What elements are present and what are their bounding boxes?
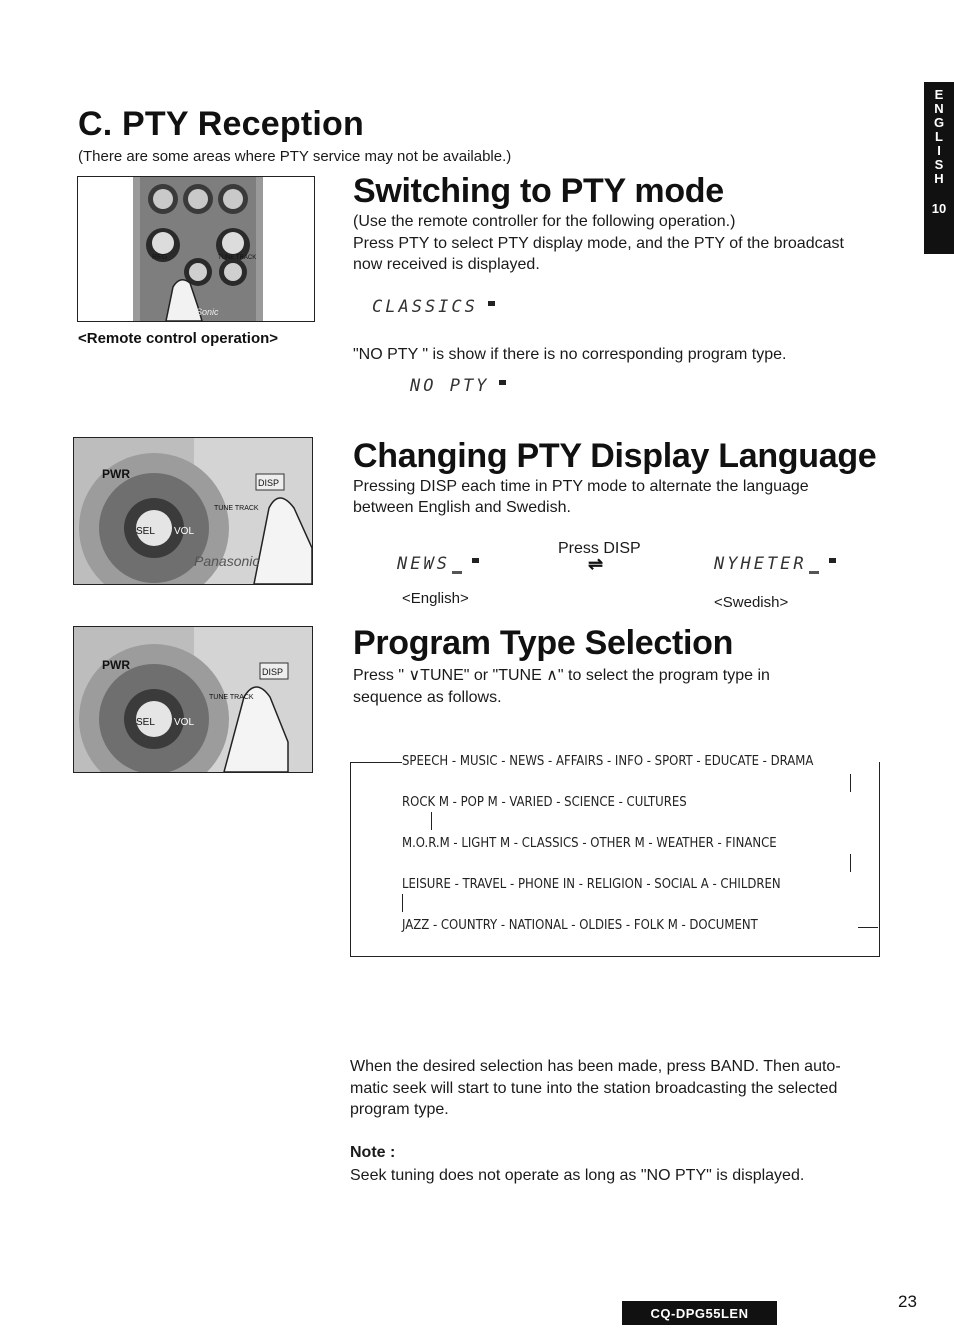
no-pty-explanation: "NO PTY " is show if there is no corresponding program type. bbox=[353, 346, 787, 363]
program-line-1: Press " ∨TUNE" or "TUNE ∧" to select the program type in bbox=[353, 667, 770, 684]
language-side-tab bbox=[924, 82, 954, 254]
head-unit-photo-tune bbox=[73, 626, 313, 773]
brand-label: Panasonic bbox=[194, 553, 260, 569]
tab-letter: L bbox=[935, 129, 943, 144]
sequence-row-3: M.O.R.M - LIGHT M - CLASSICS - OTHER M - WEATHER - FINANCE bbox=[402, 836, 777, 851]
switching-line-3: now received is displayed. bbox=[353, 256, 540, 273]
disp-label: DISP bbox=[262, 667, 284, 677]
sequence-connector bbox=[431, 812, 432, 830]
after-line-3: program type. bbox=[350, 1101, 449, 1118]
tab-letter: I bbox=[937, 143, 941, 158]
sequence-end-line bbox=[858, 927, 878, 928]
program-title: Program Type Selection bbox=[353, 624, 734, 662]
availability-note: (There are some areas where PTY service may not be available.) bbox=[78, 148, 512, 165]
tune-track-label: TUNE TRACK bbox=[214, 505, 259, 512]
remote-control-photo bbox=[77, 176, 315, 322]
lcd-no-pty-display bbox=[410, 376, 506, 396]
tab-letter: E bbox=[934, 87, 944, 102]
lcd-news-display bbox=[397, 554, 479, 574]
changing-title: Changing PTY Display Language bbox=[353, 437, 877, 475]
sequence-start-line bbox=[350, 762, 402, 763]
changing-line-2: between English and Swedish. bbox=[353, 499, 571, 516]
lcd-nyheter-text: NYHETER bbox=[714, 554, 807, 574]
sel-label: SEL bbox=[136, 717, 155, 728]
tab-letter: G bbox=[933, 115, 945, 130]
head-unit-photo-disp bbox=[73, 437, 313, 585]
pwr-label: PWR bbox=[102, 658, 130, 672]
tune-track-label: TUNE TRACK bbox=[218, 255, 257, 261]
lcd-news-text: NEWS bbox=[397, 554, 450, 574]
vol-label: VOL bbox=[174, 717, 195, 728]
sequence-row-5: JAZZ - COUNTRY - NATIONAL - OLDIES - FOLK M - DOCUMENT bbox=[402, 918, 758, 933]
toggle-arrows-icon: ⇌ bbox=[588, 554, 604, 574]
section-title: C. PTY Reception bbox=[78, 105, 364, 143]
page-number: 23 bbox=[898, 1292, 917, 1311]
lcd-nyheter-display bbox=[714, 554, 836, 574]
after-line-1: When the desired selection has been made, press BAND. Then auto- bbox=[350, 1058, 841, 1075]
chapter-number: 10 bbox=[931, 201, 947, 216]
english-label: <English> bbox=[402, 590, 469, 607]
note-text: Seek tuning does not operate as long as "NO PTY" is displayed. bbox=[350, 1167, 805, 1184]
sequence-row-4: LEISURE - TRAVEL - PHONE IN - RELIGION - SOCIAL A - CHILDREN bbox=[402, 877, 781, 892]
sequence-row-2: ROCK M - POP M - VARIED - SCIENCE - CULTURES bbox=[402, 795, 687, 810]
lcd-classics-display bbox=[372, 297, 495, 317]
sequence-connector bbox=[850, 854, 851, 872]
program-line-2: sequence as follows. bbox=[353, 689, 502, 706]
tab-letter: N bbox=[934, 101, 944, 116]
switching-line-2: Press PTY to select PTY display mode, and the PTY of the broadcast bbox=[353, 235, 844, 252]
after-line-2: matic seek will start to tune into the station broadcasting the selected bbox=[350, 1080, 838, 1097]
tune-track-label: TUNE TRACK bbox=[209, 694, 254, 701]
model-badge: CQ-DPG55LEN bbox=[622, 1301, 777, 1325]
press-disp-label: Press DISP bbox=[558, 540, 641, 557]
lcd-no-pty-text: NO PTY bbox=[410, 376, 490, 396]
sequence-row-1: SPEECH - MUSIC - NEWS - AFFAIRS - INFO - SPORT - EDUCATE - DRAMA bbox=[402, 754, 814, 769]
switching-title: Switching to PTY mode bbox=[353, 172, 724, 210]
swedish-label: <Swedish> bbox=[714, 594, 789, 611]
sequence-connector bbox=[850, 774, 851, 792]
sel-label: SEL bbox=[136, 526, 155, 537]
switching-line-1: (Use the remote controller for the following operation.) bbox=[353, 213, 736, 230]
sequence-connector bbox=[402, 894, 403, 912]
reg-label: REG bbox=[152, 254, 168, 261]
sonic-label: Sonic bbox=[196, 307, 219, 317]
lcd-classics-text: CLASSICS bbox=[372, 297, 478, 317]
note-label: Note : bbox=[350, 1144, 396, 1161]
tab-letter: H bbox=[934, 171, 944, 186]
remote-caption: <Remote control operation> bbox=[78, 330, 279, 347]
disp-label: DISP bbox=[258, 478, 280, 488]
vol-label: VOL bbox=[174, 526, 195, 537]
pwr-label: PWR bbox=[102, 467, 130, 481]
changing-line-1: Pressing DISP each time in PTY mode to alternate the language bbox=[353, 478, 809, 495]
tab-letter: S bbox=[934, 157, 944, 172]
